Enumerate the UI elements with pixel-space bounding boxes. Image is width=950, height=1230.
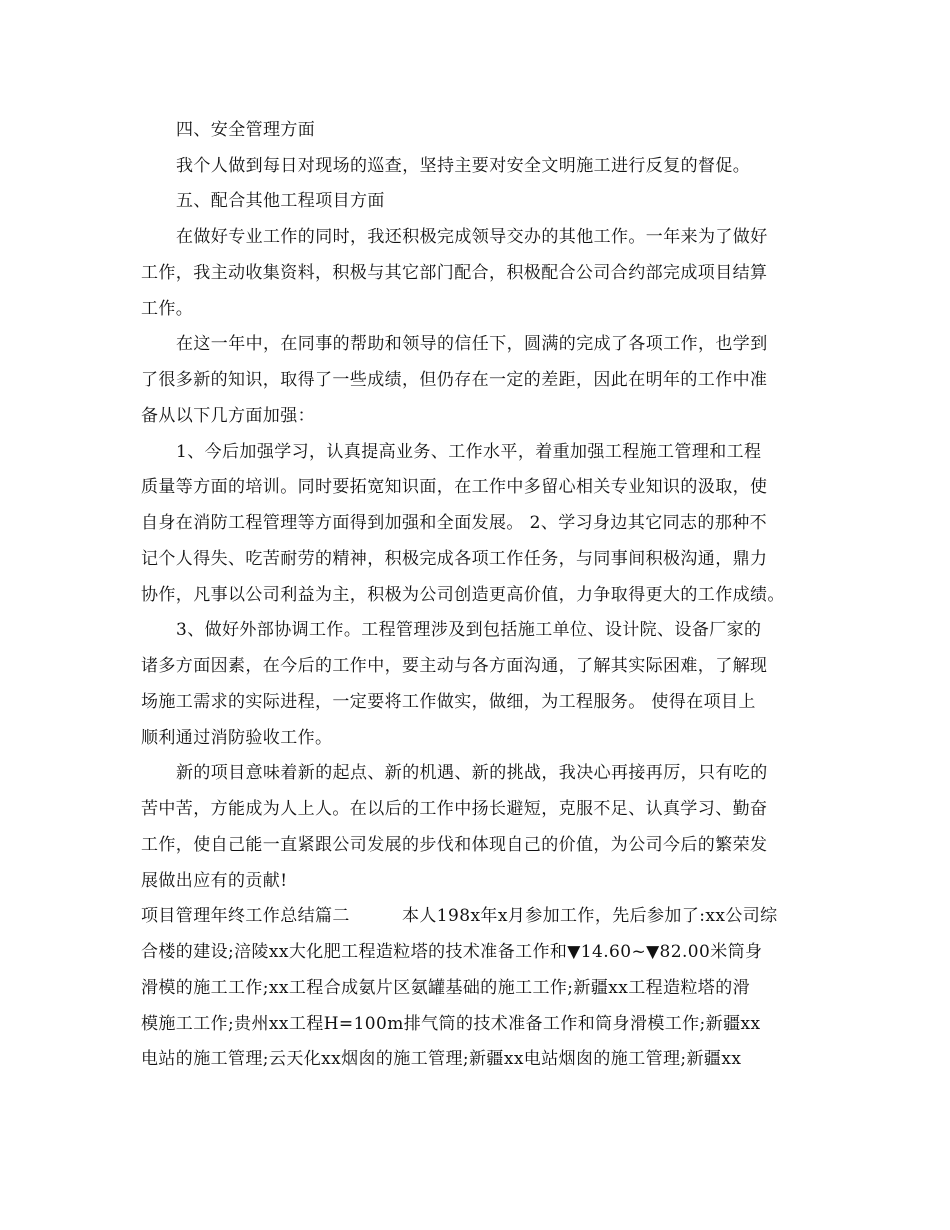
paragraph-line: 展做出应有的贡献! [141, 871, 288, 891]
paragraph-line: 合楼的建设;涪陵xx大化肥工程造粒塔的技术准备工作和▼14.60~▼82.00米筒身 [141, 942, 763, 962]
paragraph-line: 苦中苦，方能成为人上人。在以后的工作中扬长避短，克服不足、认真学习、勤奋 [141, 799, 768, 819]
paragraph-line: 我个人做到每日对现场的巡查，坚持主要对安全文明施工进行反复的督促。 [176, 156, 751, 176]
heading-safety-management: 四、安全管理方面 [176, 120, 316, 140]
section-title-line: 项目管理年终工作总结篇二 本人198x年x月参加工作，先后参加了:xx公司综 [141, 906, 778, 926]
paragraph-line: 工作。 [141, 299, 194, 319]
paragraph-line: 诸多方面因素，在今后的工作中，要主动与各方面沟通，了解其实际困难，了解现 [141, 656, 768, 676]
paragraph-line: 顺利通过消防验收工作。 [141, 728, 333, 748]
paragraph-line: 模施工工作;贵州xx工程H=100m排气筒的技术准备工作和筒身滑模工作;新疆xx [141, 1014, 761, 1034]
paragraph-line: 协作，凡事以公司利益为主，积极为公司创造更高价值，力争取得更大的工作成绩。 [141, 585, 785, 605]
list-item-line: 1、今后加强学习，认真提高业务、工作水平，着重加强工程施工管理和工程 [176, 442, 762, 462]
paragraph-line: 电站的施工管理;云天化xx烟囱的施工管理;新疆xx电站烟囱的施工管理;新疆xx [141, 1049, 742, 1069]
paragraph-line: 备从以下几方面加强： [141, 406, 315, 426]
paragraph-line: 工作，我主动收集资料，积极与其它部门配合，积极配合公司合约部完成项目结算 [141, 263, 768, 283]
heading-cooperation: 五、配合其他工程项目方面 [176, 191, 385, 211]
list-item-line: 3、做好外部协调工作。工程管理涉及到包括施工单位、设计院、设备厂家的 [176, 620, 762, 640]
paragraph-line: 新的项目意味着新的起点、新的机遇、新的挑战，我决心再接再厉，只有吃的 [176, 763, 768, 783]
paragraph-line: 工作，使自己能一直紧跟公司发展的步伐和体现自己的价值，为公司今后的繁荣发 [141, 835, 768, 855]
paragraph-line: 在做好专业工作的同时，我还积极完成领导交办的其他工作。一年来为了做好 [176, 227, 768, 247]
paragraph-line: 记个人得失、吃苦耐劳的精神，积极完成各项工作任务，与同事间积极沟通，鼎力 [141, 549, 768, 569]
paragraph-line: 在这一年中，在同事的帮助和领导的信任下，圆满的完成了各项工作，也学到 [176, 334, 768, 354]
paragraph-line: 质量等方面的培训。同时要拓宽知识面，在工作中多留心相关专业知识的汲取，使 [141, 477, 768, 497]
paragraph-line: 场施工需求的实际进程，一定要将工作做实，做细，为工程服务。 使得在项目上 [141, 692, 756, 712]
paragraph-line: 自身在消防工程管理等方面得到加强和全面发展。 2、学习身边其它同志的那种不 [141, 513, 768, 533]
paragraph-line: 了很多新的知识，取得了一些成绩，但仍存在一定的差距，因此在明年的工作中准 [141, 370, 768, 390]
paragraph-line: 滑模的施工工作;xx工程合成氨片区氨罐基础的施工工作;新疆xx工程造粒塔的滑 [141, 978, 751, 998]
